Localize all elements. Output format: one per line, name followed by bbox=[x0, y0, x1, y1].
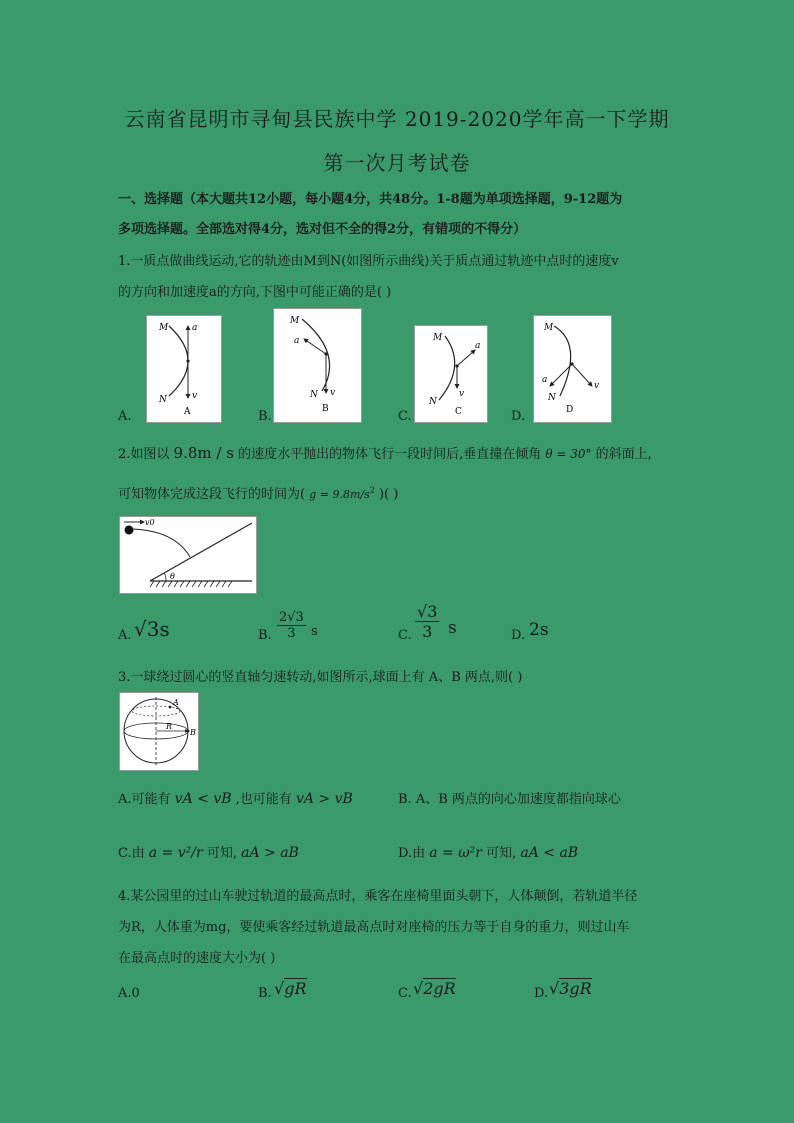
q1-fig-d-caption: D bbox=[566, 405, 574, 415]
q1-line1: 1.一质点做曲线运动,它的轨迹由M到N(如图所示曲线)关于质点通过轨迹中点时的速度v bbox=[118, 254, 619, 269]
q1-figure-b bbox=[273, 308, 362, 423]
q4-option-d-label: D. bbox=[534, 986, 549, 1001]
q1-fig-c-a: a bbox=[475, 341, 481, 351]
q2-line2: 可知物体完成这段飞行的时间为( $g = 9.8m/s^2$ )( ) bbox=[118, 485, 399, 502]
q2-speed: 9.8m / s bbox=[173, 444, 234, 462]
q2-line1-mid: 的速度水平抛出的物体飞行一段时间后,垂直撞在倾角 bbox=[238, 447, 542, 462]
q4-option-b-radicand: gR bbox=[284, 979, 307, 998]
section-heading-line1: 一、选择题（本大题共12小题，每小题4分，共48分。1-8题为单项选择题，9-12题为 bbox=[118, 192, 623, 207]
q1-figure-a bbox=[146, 315, 222, 423]
q1-fig-a-v: v bbox=[192, 391, 198, 401]
q1-figure-c bbox=[414, 325, 488, 423]
q2-line1-pre: 2.如图以 bbox=[118, 447, 170, 462]
q1-option-c-label: C. bbox=[398, 409, 412, 424]
q1-fig-d-n: N bbox=[548, 393, 556, 403]
q1-fig-d-v: v bbox=[594, 381, 600, 391]
q3-option-c bbox=[118, 842, 299, 861]
q3-option-c-mid: 可知, bbox=[206, 846, 237, 861]
q3-option-c-expr: a = v²/r bbox=[148, 845, 203, 861]
q1-option-d-label: D. bbox=[511, 409, 526, 424]
q3-option-d bbox=[398, 842, 578, 861]
q1-fig-d-a: a bbox=[542, 375, 548, 385]
q3-option-d-expr2: aA < aB bbox=[520, 845, 579, 861]
q4-option-b-label: B. bbox=[258, 986, 272, 1001]
q3-option-b: B. A、B 两点的向心加速度都指向球心 bbox=[398, 792, 621, 807]
q1-fig-b-caption: B bbox=[322, 404, 329, 414]
q2-g: g = 9.8m/s bbox=[309, 488, 370, 501]
q1-fig-d-m: M bbox=[544, 323, 554, 333]
q4-option-c-radicand: 2gR bbox=[423, 979, 456, 998]
q4-option-c-value: √2gR bbox=[413, 979, 456, 998]
q1-fig-b-m: M bbox=[290, 316, 300, 326]
q1-fig-c-n: N bbox=[429, 397, 437, 407]
q2-option-b-unit: s bbox=[311, 624, 318, 639]
q2-option-b-fraction bbox=[277, 610, 306, 641]
q4-line3: 在最高点时的速度大小为( ) bbox=[118, 951, 276, 966]
q4-option-d-value: √3gR bbox=[549, 979, 592, 998]
q2-option-a-label: A. bbox=[118, 628, 132, 643]
q1-line2: 的方向和加速度a的方向,下图中可能正确的是( ) bbox=[118, 285, 392, 300]
q3-option-d-expr: a = ω²r bbox=[429, 845, 482, 861]
q1-fig-c-caption: C bbox=[455, 407, 462, 417]
q3-option-c-pre: C.由 bbox=[118, 846, 145, 861]
q3-option-a-expr2: vA > vB bbox=[295, 791, 353, 807]
q2-option-b-num: 2√3 bbox=[279, 610, 304, 625]
q2-option-d-label: D. bbox=[511, 628, 526, 643]
q2-fig-v0: v0 bbox=[145, 518, 155, 527]
q3-fig-b: B bbox=[190, 728, 196, 737]
document-title-line2: 第一次月考试卷 bbox=[323, 151, 471, 175]
q2-option-a-value: √3s bbox=[134, 617, 170, 641]
q1-fig-a-n: N bbox=[159, 395, 167, 405]
q2-option-c-den: 3 bbox=[422, 622, 433, 641]
q1-fig-b-a: a bbox=[294, 336, 300, 346]
q1-fig-a-a: a bbox=[192, 323, 198, 333]
document-title-line1: 云南省昆明市寻甸县民族中学 2019-2020学年高一下学期 bbox=[124, 107, 670, 131]
q4-line1: 4.某公园里的过山车驶过轨道的最高点时，乘客在座椅里面头朝下，人体颠倒，若轨道半径 bbox=[118, 889, 638, 904]
q4-option-c-label: C. bbox=[398, 986, 412, 1001]
q2-line2-pre: 可知物体完成这段飞行的时间为( bbox=[118, 487, 306, 502]
q2-fig-theta: θ bbox=[170, 572, 175, 581]
q2-option-b-label: B. bbox=[258, 628, 272, 643]
q1-fig-a-m: M bbox=[159, 323, 169, 333]
q2-option-c-label: C. bbox=[398, 628, 412, 643]
q2-line1-post: 的斜面上, bbox=[595, 447, 652, 462]
q1-fig-b-v: v bbox=[330, 388, 336, 398]
q4-option-b-value: √gR bbox=[274, 979, 307, 998]
q1-fig-b-n: N bbox=[310, 390, 318, 400]
q3-option-c-expr2: aA > aB bbox=[241, 845, 299, 861]
q1-fig-a-caption: A bbox=[184, 407, 191, 417]
q2-option-d-value: 2s bbox=[529, 620, 549, 640]
q3-option-d-pre: D.由 bbox=[398, 846, 426, 861]
q3-option-a-mid: ,也可能有 bbox=[235, 792, 292, 807]
q3-option-a-pre: A.可能有 bbox=[118, 792, 171, 807]
q4-option-a: A.0 bbox=[118, 986, 140, 1001]
q2-angle: θ = 30° bbox=[545, 447, 592, 461]
q2-option-c-fraction bbox=[415, 602, 439, 641]
q1-fig-c-m: M bbox=[433, 333, 443, 343]
q3-line1: 3.一球绕过圆心的竖直轴匀速转动,如图所示,球面上有 A、B 两点,则( ) bbox=[118, 670, 523, 685]
q3-fig-r: R bbox=[166, 722, 173, 731]
q2-option-c-unit: s bbox=[448, 618, 457, 638]
q2-line2-post: )( ) bbox=[378, 487, 399, 502]
q2-figure-incline bbox=[119, 516, 257, 594]
q3-option-d-mid: 可知, bbox=[486, 846, 517, 861]
q1-option-a-label: A. bbox=[118, 409, 132, 424]
section-heading-line2: 多项选择题。全部选对得4分，选对但不全的得2分，有错项的不得分） bbox=[118, 222, 527, 237]
q2-option-c-num: √3 bbox=[417, 602, 438, 621]
q3-fig-a: A bbox=[173, 698, 179, 707]
q2-line1 bbox=[118, 443, 652, 462]
q4-line2: 为R，人体重为mg，要使乘客经过轨道最高点时对座椅的压力等于自身的重力，则过山车 bbox=[118, 920, 630, 935]
q3-option-a bbox=[118, 788, 353, 807]
q4-option-d-radicand: 3gR bbox=[559, 979, 592, 998]
q2-option-b-den: 3 bbox=[287, 626, 296, 641]
q1-fig-c-v: v bbox=[459, 389, 465, 399]
q1-option-b-label: B. bbox=[258, 409, 272, 424]
q3-option-a-expr1: vA < vB bbox=[174, 791, 232, 807]
q1-figure-d bbox=[533, 315, 612, 423]
q3-figure-sphere bbox=[119, 692, 199, 771]
